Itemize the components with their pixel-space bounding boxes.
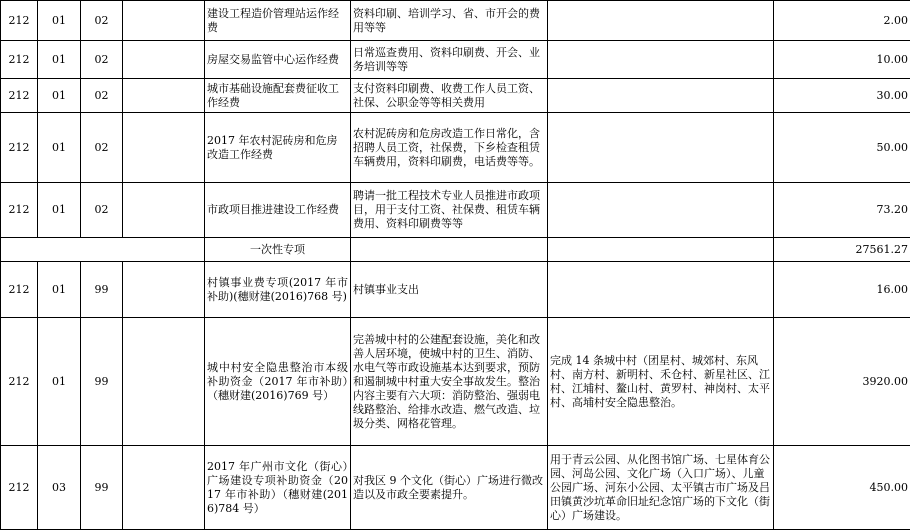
amount: 73.20 [774,183,910,238]
section-code: 01 [38,41,81,79]
blank-cell [123,318,205,446]
amount: 30.00 [774,79,910,113]
project-detail: 用于青云公园、从化图书馆广场、七星体育公园、河岛公园、文化广场（入口广场）、儿童公园广场、河东小公园、太平镇古市广场及吕田镇黄沙坑革命旧址纪念馆广场的下文化（街心）广场建设。 [548,446,774,530]
class-code: 212 [1,41,38,79]
section-code: 01 [38,113,81,183]
item-code: 02 [81,79,123,113]
section-code: 01 [38,79,81,113]
table-row [1,1,910,41]
project-use: 农村泥砖房和危房改造工作日常化，含招聘人员工资，社保费，下乡检查租赁车辆费用，资料印刷费，电话费等等。 [351,113,548,183]
section-code: 03 [38,446,81,530]
class-code: 212 [1,262,38,318]
project-name: 2017 年农村泥砖房和危房改造工作经费 [205,113,351,183]
blank-cell [1,238,205,262]
project-use: 完善城中村的公建配套设施，美化和改善人居环境，使城中村的卫生、消防、水电气等市政设施基本达到要求，预防和遏制城中村重大安全事故发生。整治内容主要有六大项：消防整治、强弱电线路整治、给排水改造、燃气改造、垃圾分类、网格花管理。 [351,318,548,446]
class-code: 212 [1,113,38,183]
project-name: 村镇事业费专项(2017 年市补助)(穗财建(2016)768 号) [205,262,351,318]
blank-cell [123,79,205,113]
project-use: 聘请一批工程技术专业人员推进市政项目，用于支付工资、社保费、租赁车辆费用、资料印刷费等等 [351,183,548,238]
section-code: 01 [38,183,81,238]
project-use: 日常巡查费用、资料印刷费、开会、业务培训等等 [351,41,548,79]
class-code: 212 [1,318,38,446]
project-detail [548,262,774,318]
project-detail [548,41,774,79]
section-row [1,238,910,262]
section-code: 01 [38,318,81,446]
item-code: 99 [81,262,123,318]
section-label: 一次性专项 [205,238,351,262]
project-use: 支付资料印刷费、收费工作人员工资、社保、公职金等等相关费用 [351,79,548,113]
blank-cell [123,262,205,318]
table-row [1,318,910,446]
project-detail [548,1,774,41]
project-detail [548,113,774,183]
item-code: 02 [81,183,123,238]
amount: 3920.00 [774,318,910,446]
item-code: 02 [81,41,123,79]
section-code: 01 [38,1,81,41]
project-name: 市政项目推进建设工作经费 [205,183,351,238]
item-code: 99 [81,318,123,446]
project-name: 建设工程造价管理站运作经费 [205,1,351,41]
blank-cell [123,446,205,530]
project-use: 对我区 9 个文化（街心）广场进行微改造以及市政全要素提升。 [351,446,548,530]
project-detail [548,183,774,238]
blank-cell [351,238,548,262]
section-code: 01 [38,262,81,318]
project-name: 房屋交易监管中心运作经费 [205,41,351,79]
table-row [1,446,910,530]
class-code: 212 [1,446,38,530]
amount: 50.00 [774,113,910,183]
blank-cell [123,183,205,238]
section-amount: 27561.27 [774,238,910,262]
project-use: 村镇事业支出 [351,262,548,318]
item-code: 99 [81,446,123,530]
project-name: 城市基础设施配套费征收工作经费 [205,79,351,113]
table-row [1,113,910,183]
item-code: 02 [81,113,123,183]
item-code: 02 [81,1,123,41]
class-code: 212 [1,79,38,113]
blank-cell [123,1,205,41]
project-use: 资料印刷、培训学习、省、市开会的费用等等 [351,1,548,41]
project-detail [548,79,774,113]
class-code: 212 [1,1,38,41]
table-row [1,183,910,238]
amount: 16.00 [774,262,910,318]
blank-cell [548,238,774,262]
amount: 450.00 [774,446,910,530]
table-row [1,262,910,318]
amount: 10.00 [774,41,910,79]
amount: 2.00 [774,1,910,41]
class-code: 212 [1,183,38,238]
project-detail: 完成 14 条城中村（团星村、城郊村、东风村、南方村、新明村、禾仓村、新星社区、江村、江埔村、鳌山村、黄罗村、神岗村、太平村、高埔村安全隐患整治。 [548,318,774,446]
project-name: 2017 年广州市文化（街心）广场建设专项补助资金（2017 年市补助）（穗财建(2016)784 号） [205,446,351,530]
blank-cell [123,41,205,79]
blank-cell [123,113,205,183]
table-row [1,41,910,79]
project-name: 城中村安全隐患整治市本级补助资金（2017 年市补助）（穗财建(2016)769 号） [205,318,351,446]
table-row [1,79,910,113]
